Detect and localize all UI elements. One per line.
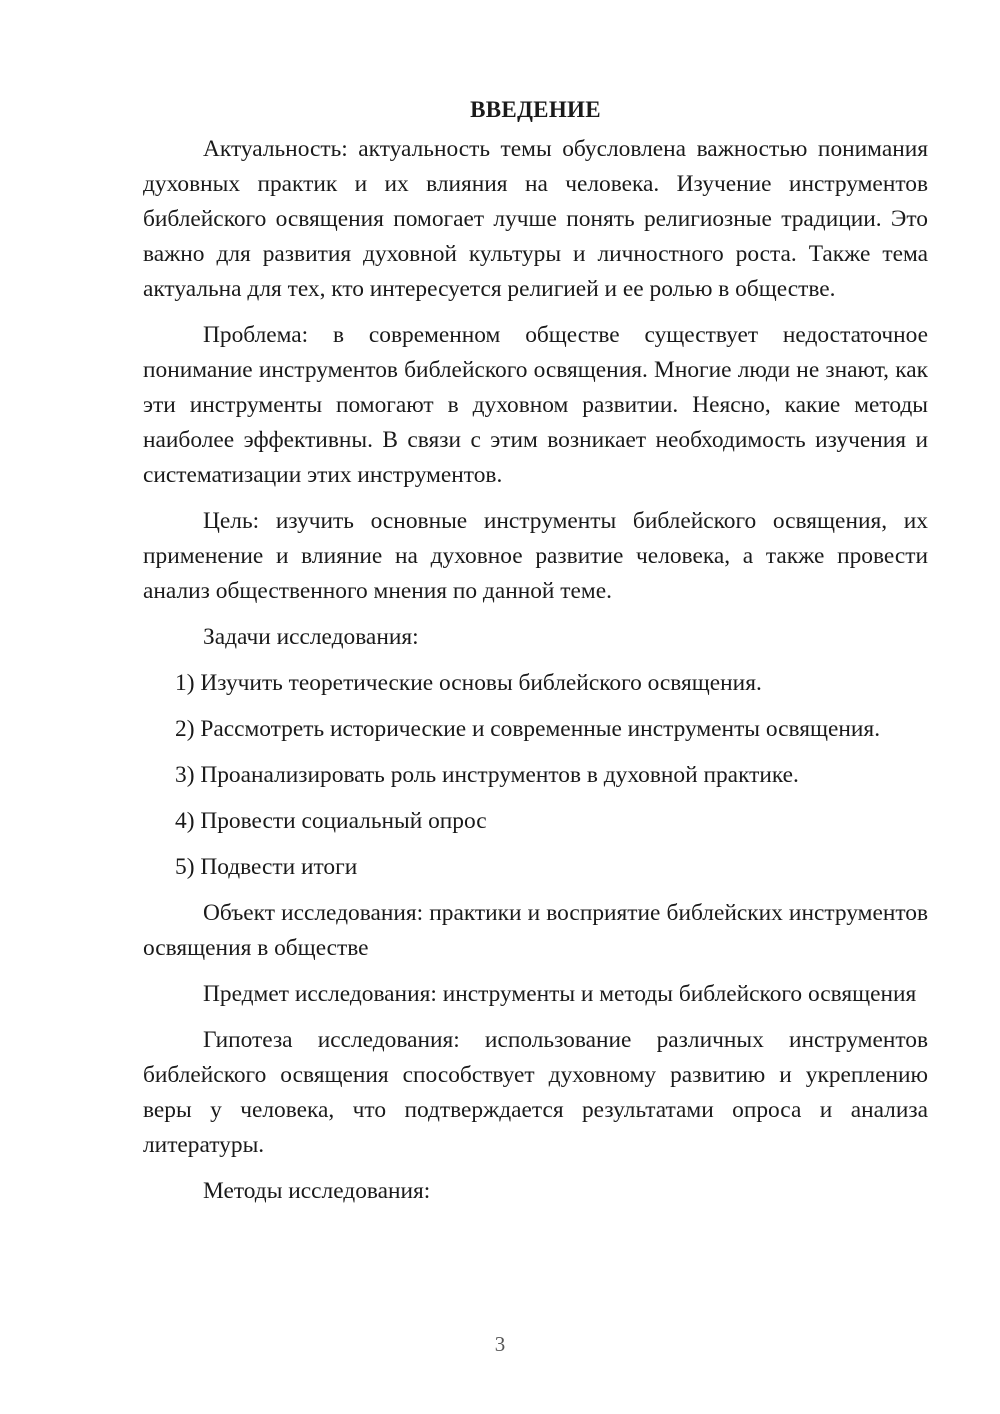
document-page <box>143 92 928 1220</box>
task-item: 4) Провести социальный опрос <box>175 808 487 834</box>
task-item: 2) Рассмотреть исторические и современные инструменты освящения. <box>175 716 881 742</box>
paragraph-hypothesis: Гипотеза исследования: использование различных инструментов библейского освящения способствует духовному развитию и укреплению веры у человека, что подтверждается результатами опроса и анализа литературы. <box>143 1027 928 1158</box>
paragraph-goal: Цель: изучить основные инструменты библейского освящения, их применение и влияние на духовное развитие человека, а также провести анализ общественного мнения по данной теме. <box>143 508 928 604</box>
methods-title: Методы исследования: <box>203 1178 431 1204</box>
task-item: 3) Проанализировать роль инструментов в духовной практике. <box>175 762 799 788</box>
task-item: 1) Изучить теоретические основы библейского освящения. <box>175 670 762 696</box>
page-number: 3 <box>494 1332 506 1356</box>
paragraph-problem: Проблема: в современном обществе существует недостаточное понимание инструментов библейского освящения. Многие люди не знают, как эти инструменты помогают в духовном развитии. Неясно, какие методы наиболее эффективны. В связи с этим возникает необходимость изучения и систематизации этих инструментов. <box>143 322 928 488</box>
paragraph-object: Объект исследования: практики и восприятие библейских инструментов освящения в обществе <box>143 900 928 961</box>
page-title: ВВЕДЕНИЕ <box>470 97 601 122</box>
paragraph-relevance: Актуальность: актуальность темы обусловлена важностью понимания духовных практик и их влияния на человека. Изучение инструментов библейского освящения помогает лучше понять религиозные традиции. Это важно для развития духовной культуры и личностного роста. Также тема актуальна для тех, кто интересуется религией и ее ролью в обществе. <box>143 136 928 302</box>
task-item: 5) Подвести итоги <box>175 854 358 880</box>
paragraph-subject: Предмет исследования: инструменты и методы библейского освящения <box>203 981 917 1007</box>
tasks-title: Задачи исследования: <box>203 624 419 650</box>
